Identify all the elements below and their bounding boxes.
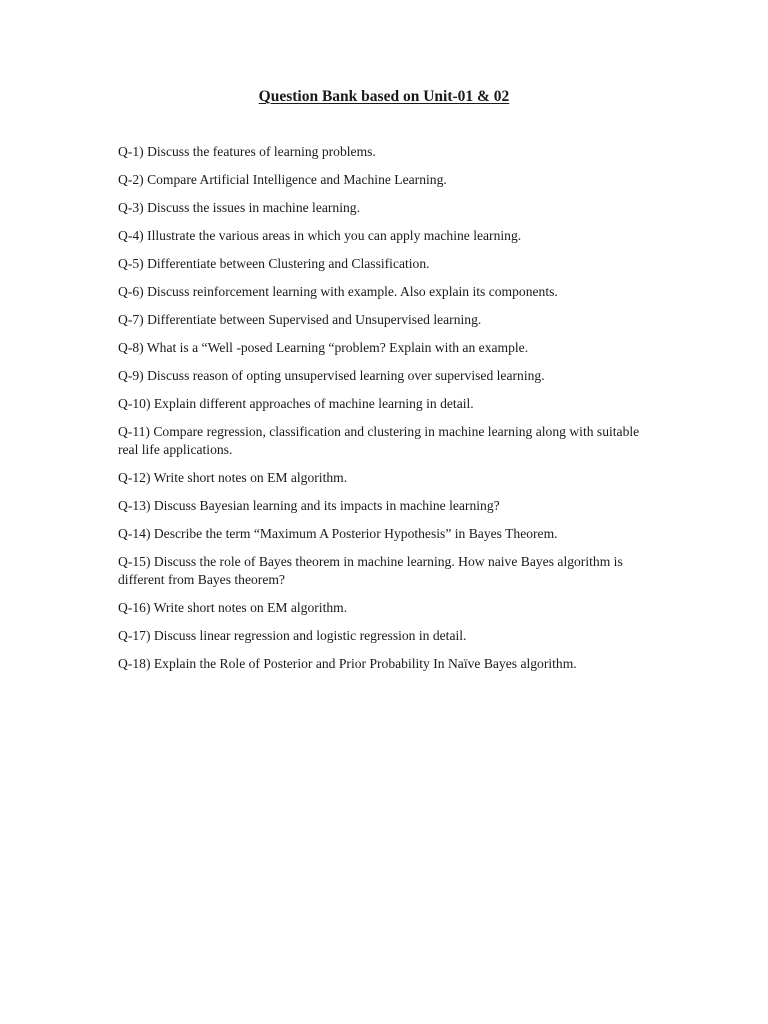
question-item: Q-17) Discuss linear regression and logistic regression in detail.: [118, 628, 467, 643]
question-item: Q-15) Discuss the role of Bayes theorem in machine learning. How naive Bayes algorithm is different from Bayes theorem?: [118, 554, 623, 587]
question-list: [118, 143, 658, 683]
question-item: Q-11) Compare regression, classification and clustering in machine learning along with suitable real life applications.: [118, 424, 640, 457]
question-item: Q-1) Discuss the features of learning problems.: [118, 144, 376, 159]
page-title: [0, 87, 768, 107]
question-item: Q-7) Differentiate between Supervised and Unsupervised learning.: [118, 312, 482, 327]
question-item: Q-5) Differentiate between Clustering and Classification.: [118, 256, 430, 271]
question-item: Q-16) Write short notes on EM algorithm.: [118, 600, 348, 615]
question-item: Q-6) Discuss reinforcement learning with example. Also explain its components.: [118, 284, 558, 299]
question-item: Q-9) Discuss reason of opting unsupervised learning over supervised learning.: [118, 368, 545, 383]
question-item: Q-13) Discuss Bayesian learning and its impacts in machine learning?: [118, 498, 500, 513]
question-item: Q-10) Explain different approaches of machine learning in detail.: [118, 396, 474, 411]
question-item: Q-12) Write short notes on EM algorithm.: [118, 470, 348, 485]
question-item: Q-3) Discuss the issues in machine learning.: [118, 200, 360, 215]
question-item: Q-14) Describe the term “Maximum A Posterior Hypothesis” in Bayes Theorem.: [118, 526, 558, 541]
page-title-text: Question Bank based on Unit-01 & 02: [258, 88, 510, 105]
question-item: Q-4) Illustrate the various areas in which you can apply machine learning.: [118, 228, 522, 243]
question-item: Q-8) What is a “Well -posed Learning “problem? Explain with an example.: [118, 340, 529, 355]
question-item: Q-18) Explain the Role of Posterior and Prior Probability In Naïve Bayes algorithm.: [118, 656, 577, 671]
question-item: Q-2) Compare Artificial Intelligence and Machine Learning.: [118, 172, 447, 187]
